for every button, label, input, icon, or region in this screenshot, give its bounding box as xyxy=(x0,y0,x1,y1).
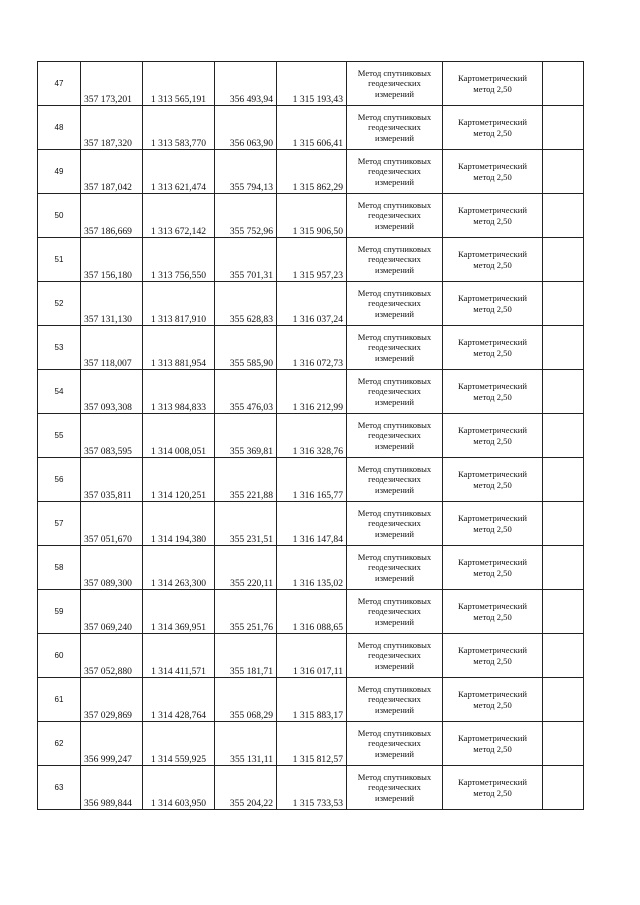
method-text-line: измерений xyxy=(374,352,415,363)
table-row xyxy=(38,282,584,326)
method-text-line: геодезических xyxy=(368,430,421,441)
accuracy-cell xyxy=(443,590,543,634)
method-text-line: геодезических xyxy=(368,474,421,485)
x-coordinate-old-cell: 355 585,90 xyxy=(215,326,277,370)
y-coordinate-cell: 1 313 756,550 xyxy=(143,238,215,282)
y-coordinate-cell: 1 313 881,954 xyxy=(143,326,215,370)
note-cell xyxy=(543,546,584,590)
y-coordinate-cell: 1 314 428,764 xyxy=(143,678,215,722)
method-text-line: измерений xyxy=(374,132,415,143)
point-number-cell: 63 xyxy=(38,766,81,810)
method-text-line: геодезических xyxy=(368,782,421,793)
accuracy-cell xyxy=(443,546,543,590)
method-text-line: геодезических xyxy=(368,342,421,353)
y-coordinate-cell: 1 314 603,950 xyxy=(143,766,215,810)
method-cell xyxy=(347,282,443,326)
method-text-line: Метод спутниковых xyxy=(357,419,432,430)
point-number-cell: 51 xyxy=(38,238,81,282)
x-coordinate-cell: 357 029,869 xyxy=(81,678,143,722)
method-text-line: геодезических xyxy=(368,298,421,309)
y-coordinate-cell: 1 313 565,191 xyxy=(143,62,215,106)
x-coordinate-cell: 356 999,247 xyxy=(81,722,143,766)
point-number-cell: 61 xyxy=(38,678,81,722)
method-text-line: измерений xyxy=(374,220,415,231)
y-coordinate-old-cell: 1 316 088,65 xyxy=(277,590,347,634)
accuracy-cell xyxy=(443,150,543,194)
method-text-line: геодезических xyxy=(368,650,421,661)
accuracy-text-line: метод 2,50 xyxy=(473,699,512,710)
method-cell xyxy=(347,370,443,414)
method-text-line: измерений xyxy=(374,264,415,275)
table-row xyxy=(38,106,584,150)
method-text-line: Метод спутниковых xyxy=(357,287,432,298)
x-coordinate-old-cell: 355 628,83 xyxy=(215,282,277,326)
method-text-line: Метод спутниковых xyxy=(357,595,432,606)
y-coordinate-cell: 1 314 194,380 xyxy=(143,502,215,546)
method-text-line: измерений xyxy=(374,704,415,715)
method-text-line: геодезических xyxy=(368,254,421,265)
method-cell xyxy=(347,634,443,678)
x-coordinate-cell: 357 052,880 xyxy=(81,634,143,678)
x-coordinate-cell: 357 187,042 xyxy=(81,150,143,194)
x-coordinate-old-cell: 355 701,31 xyxy=(215,238,277,282)
accuracy-text-line: Картометрический xyxy=(458,556,527,567)
accuracy-text-line: Картометрический xyxy=(458,336,527,347)
y-coordinate-old-cell: 1 315 862,29 xyxy=(277,150,347,194)
method-cell xyxy=(347,458,443,502)
method-text-line: измерений xyxy=(374,528,415,539)
note-cell xyxy=(543,150,584,194)
table-row xyxy=(38,766,584,810)
accuracy-cell xyxy=(443,634,543,678)
x-coordinate-cell: 357 187,320 xyxy=(81,106,143,150)
method-text-line: измерений xyxy=(374,176,415,187)
coordinates-table xyxy=(37,61,584,810)
y-coordinate-old-cell: 1 315 606,41 xyxy=(277,106,347,150)
accuracy-cell xyxy=(443,326,543,370)
note-cell xyxy=(543,370,584,414)
method-text-line: Метод спутниковых xyxy=(357,683,432,694)
accuracy-text-line: Картометрический xyxy=(458,380,527,391)
method-cell xyxy=(347,766,443,810)
x-coordinate-old-cell: 355 204,22 xyxy=(215,766,277,810)
method-text-line: измерений xyxy=(374,748,415,759)
point-number-cell: 60 xyxy=(38,634,81,678)
accuracy-text-line: метод 2,50 xyxy=(473,83,512,94)
x-coordinate-cell: 356 989,844 xyxy=(81,766,143,810)
accuracy-cell xyxy=(443,62,543,106)
note-cell xyxy=(543,106,584,150)
accuracy-text-line: метод 2,50 xyxy=(473,435,512,446)
x-coordinate-old-cell: 355 476,03 xyxy=(215,370,277,414)
y-coordinate-cell: 1 314 008,051 xyxy=(143,414,215,458)
accuracy-text-line: Картометрический xyxy=(458,776,527,787)
method-text-line: Метод спутниковых xyxy=(357,243,432,254)
method-text-line: Метод спутниковых xyxy=(357,375,432,386)
method-text-line: Метод спутниковых xyxy=(357,727,432,738)
x-coordinate-old-cell: 356 063,90 xyxy=(215,106,277,150)
accuracy-cell xyxy=(443,722,543,766)
x-coordinate-cell: 357 089,300 xyxy=(81,546,143,590)
accuracy-text-line: метод 2,50 xyxy=(473,127,512,138)
accuracy-text-line: метод 2,50 xyxy=(473,567,512,578)
note-cell xyxy=(543,678,584,722)
accuracy-text-line: Картометрический xyxy=(458,424,527,435)
x-coordinate-cell: 357 069,240 xyxy=(81,590,143,634)
x-coordinate-cell: 357 118,007 xyxy=(81,326,143,370)
accuracy-cell xyxy=(443,678,543,722)
x-coordinate-cell: 357 156,180 xyxy=(81,238,143,282)
point-number-cell: 47 xyxy=(38,62,81,106)
accuracy-text-line: метод 2,50 xyxy=(473,215,512,226)
method-text-line: геодезических xyxy=(368,210,421,221)
method-text-line: геодезических xyxy=(368,562,421,573)
table-row xyxy=(38,150,584,194)
method-text-line: Метод спутниковых xyxy=(357,199,432,210)
accuracy-text-line: Картометрический xyxy=(458,72,527,83)
accuracy-cell xyxy=(443,414,543,458)
point-number-cell: 58 xyxy=(38,546,81,590)
point-number-cell: 52 xyxy=(38,282,81,326)
method-text-line: геодезических xyxy=(368,738,421,749)
method-text-line: измерений xyxy=(374,484,415,495)
point-number-cell: 50 xyxy=(38,194,81,238)
accuracy-text-line: Картометрический xyxy=(458,512,527,523)
x-coordinate-old-cell: 355 131,11 xyxy=(215,722,277,766)
method-text-line: измерений xyxy=(374,440,415,451)
note-cell xyxy=(543,414,584,458)
method-text-line: Метод спутниковых xyxy=(357,155,432,166)
x-coordinate-old-cell: 355 251,76 xyxy=(215,590,277,634)
accuracy-text-line: Картометрический xyxy=(458,600,527,611)
x-coordinate-old-cell: 355 220,11 xyxy=(215,546,277,590)
accuracy-text-line: Картометрический xyxy=(458,292,527,303)
y-coordinate-cell: 1 313 817,910 xyxy=(143,282,215,326)
x-coordinate-cell: 357 035,811 xyxy=(81,458,143,502)
method-text-line: Метод спутниковых xyxy=(357,639,432,650)
y-coordinate-cell: 1 313 621,474 xyxy=(143,150,215,194)
y-coordinate-old-cell: 1 316 135,02 xyxy=(277,546,347,590)
x-coordinate-cell: 357 083,595 xyxy=(81,414,143,458)
accuracy-text-line: метод 2,50 xyxy=(473,523,512,534)
x-coordinate-old-cell: 355 221,88 xyxy=(215,458,277,502)
table-row xyxy=(38,458,584,502)
y-coordinate-cell: 1 314 263,300 xyxy=(143,546,215,590)
accuracy-text-line: метод 2,50 xyxy=(473,611,512,622)
method-text-line: измерений xyxy=(374,308,415,319)
y-coordinate-cell: 1 314 559,925 xyxy=(143,722,215,766)
y-coordinate-old-cell: 1 315 733,53 xyxy=(277,766,347,810)
note-cell xyxy=(543,194,584,238)
method-text-line: измерений xyxy=(374,792,415,803)
method-text-line: Метод спутниковых xyxy=(357,551,432,562)
table-body xyxy=(38,62,584,810)
method-text-line: геодезических xyxy=(368,694,421,705)
accuracy-cell xyxy=(443,194,543,238)
x-coordinate-old-cell: 355 068,29 xyxy=(215,678,277,722)
method-text-line: геодезических xyxy=(368,78,421,89)
method-text-line: геодезических xyxy=(368,606,421,617)
accuracy-text-line: метод 2,50 xyxy=(473,347,512,358)
note-cell xyxy=(543,634,584,678)
method-text-line: измерений xyxy=(374,396,415,407)
method-cell xyxy=(347,238,443,282)
y-coordinate-old-cell: 1 315 193,43 xyxy=(277,62,347,106)
accuracy-text-line: Картометрический xyxy=(458,688,527,699)
accuracy-text-line: Картометрический xyxy=(458,468,527,479)
accuracy-cell xyxy=(443,458,543,502)
y-coordinate-old-cell: 1 315 906,50 xyxy=(277,194,347,238)
accuracy-cell xyxy=(443,766,543,810)
x-coordinate-cell: 357 093,308 xyxy=(81,370,143,414)
table-row xyxy=(38,634,584,678)
accuracy-text-line: метод 2,50 xyxy=(473,259,512,270)
method-text-line: измерений xyxy=(374,660,415,671)
accuracy-cell xyxy=(443,106,543,150)
method-cell xyxy=(347,326,443,370)
method-text-line: геодезических xyxy=(368,518,421,529)
x-coordinate-old-cell: 355 794,13 xyxy=(215,150,277,194)
table-row xyxy=(38,414,584,458)
y-coordinate-old-cell: 1 315 883,17 xyxy=(277,678,347,722)
table-row xyxy=(38,546,584,590)
y-coordinate-cell: 1 314 120,251 xyxy=(143,458,215,502)
method-text-line: измерений xyxy=(374,616,415,627)
x-coordinate-old-cell: 356 493,94 xyxy=(215,62,277,106)
method-cell xyxy=(347,678,443,722)
method-text-line: Метод спутниковых xyxy=(357,111,432,122)
table-row xyxy=(38,502,584,546)
y-coordinate-old-cell: 1 316 147,84 xyxy=(277,502,347,546)
accuracy-cell xyxy=(443,370,543,414)
accuracy-text-line: метод 2,50 xyxy=(473,171,512,182)
accuracy-text-line: Картометрический xyxy=(458,204,527,215)
method-text-line: Метод спутниковых xyxy=(357,463,432,474)
note-cell xyxy=(543,722,584,766)
table-row xyxy=(38,722,584,766)
method-cell xyxy=(347,722,443,766)
accuracy-text-line: метод 2,50 xyxy=(473,743,512,754)
method-text-line: Метод спутниковых xyxy=(357,331,432,342)
point-number-cell: 56 xyxy=(38,458,81,502)
table-row xyxy=(38,238,584,282)
x-coordinate-cell: 357 051,670 xyxy=(81,502,143,546)
method-cell xyxy=(347,62,443,106)
method-cell xyxy=(347,194,443,238)
accuracy-text-line: метод 2,50 xyxy=(473,479,512,490)
method-text-line: геодезических xyxy=(368,122,421,133)
method-cell xyxy=(347,546,443,590)
accuracy-text-line: Картометрический xyxy=(458,732,527,743)
accuracy-text-line: Картометрический xyxy=(458,160,527,171)
x-coordinate-old-cell: 355 231,51 xyxy=(215,502,277,546)
note-cell xyxy=(543,62,584,106)
accuracy-text-line: метод 2,50 xyxy=(473,391,512,402)
table-row xyxy=(38,326,584,370)
accuracy-text-line: Картометрический xyxy=(458,644,527,655)
y-coordinate-cell: 1 313 984,833 xyxy=(143,370,215,414)
note-cell xyxy=(543,458,584,502)
y-coordinate-cell: 1 313 672,142 xyxy=(143,194,215,238)
y-coordinate-old-cell: 1 316 165,77 xyxy=(277,458,347,502)
method-text-line: геодезических xyxy=(368,386,421,397)
table-row xyxy=(38,194,584,238)
table-row xyxy=(38,370,584,414)
point-number-cell: 48 xyxy=(38,106,81,150)
method-cell xyxy=(347,150,443,194)
y-coordinate-old-cell: 1 316 037,24 xyxy=(277,282,347,326)
method-cell xyxy=(347,106,443,150)
method-cell xyxy=(347,502,443,546)
accuracy-text-line: метод 2,50 xyxy=(473,787,512,798)
method-text-line: Метод спутниковых xyxy=(357,67,432,78)
point-number-cell: 59 xyxy=(38,590,81,634)
y-coordinate-old-cell: 1 315 957,23 xyxy=(277,238,347,282)
x-coordinate-old-cell: 355 369,81 xyxy=(215,414,277,458)
note-cell xyxy=(543,282,584,326)
method-text-line: геодезических xyxy=(368,166,421,177)
accuracy-cell xyxy=(443,238,543,282)
accuracy-cell xyxy=(443,502,543,546)
accuracy-text-line: метод 2,50 xyxy=(473,655,512,666)
method-text-line: измерений xyxy=(374,88,415,99)
method-text-line: Метод спутниковых xyxy=(357,771,432,782)
y-coordinate-cell: 1 314 411,571 xyxy=(143,634,215,678)
table-row xyxy=(38,678,584,722)
point-number-cell: 49 xyxy=(38,150,81,194)
method-text-line: измерений xyxy=(374,572,415,583)
x-coordinate-cell: 357 131,130 xyxy=(81,282,143,326)
y-coordinate-old-cell: 1 315 812,57 xyxy=(277,722,347,766)
table-row xyxy=(38,590,584,634)
y-coordinate-cell: 1 313 583,770 xyxy=(143,106,215,150)
y-coordinate-old-cell: 1 316 017,11 xyxy=(277,634,347,678)
method-cell xyxy=(347,590,443,634)
x-coordinate-old-cell: 355 181,71 xyxy=(215,634,277,678)
accuracy-cell xyxy=(443,282,543,326)
note-cell xyxy=(543,238,584,282)
y-coordinate-old-cell: 1 316 212,99 xyxy=(277,370,347,414)
y-coordinate-cell: 1 314 369,951 xyxy=(143,590,215,634)
accuracy-text-line: метод 2,50 xyxy=(473,303,512,314)
note-cell xyxy=(543,766,584,810)
x-coordinate-cell: 357 173,201 xyxy=(81,62,143,106)
point-number-cell: 54 xyxy=(38,370,81,414)
accuracy-text-line: Картометрический xyxy=(458,248,527,259)
method-text-line: Метод спутниковых xyxy=(357,507,432,518)
accuracy-text-line: Картометрический xyxy=(458,116,527,127)
x-coordinate-old-cell: 355 752,96 xyxy=(215,194,277,238)
note-cell xyxy=(543,590,584,634)
table-row xyxy=(38,62,584,106)
y-coordinate-old-cell: 1 316 328,76 xyxy=(277,414,347,458)
y-coordinate-old-cell: 1 316 072,73 xyxy=(277,326,347,370)
point-number-cell: 62 xyxy=(38,722,81,766)
x-coordinate-cell: 357 186,669 xyxy=(81,194,143,238)
point-number-cell: 55 xyxy=(38,414,81,458)
point-number-cell: 57 xyxy=(38,502,81,546)
point-number-cell: 53 xyxy=(38,326,81,370)
note-cell xyxy=(543,326,584,370)
method-cell xyxy=(347,414,443,458)
note-cell xyxy=(543,502,584,546)
